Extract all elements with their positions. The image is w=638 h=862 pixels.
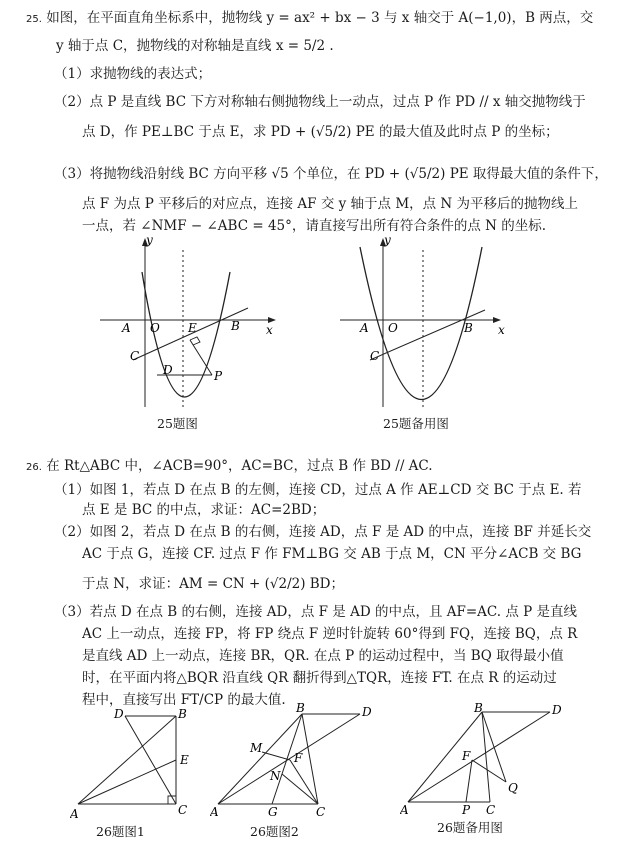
fig25b-label-A: A [360, 321, 369, 335]
fig25b-label-B: B [464, 321, 473, 335]
fig25-label-P: P [214, 369, 223, 383]
q26-spare-figure-caption: 26题备用图 [437, 820, 503, 835]
fig26b-label-N: N [270, 769, 281, 783]
fig25-label-D: D [163, 363, 173, 377]
q25-part2-line-2: 点 D，作 PE⊥BC 于点 E，求 PD + (√5/2) PE 的最大值及此时点 P 的坐标； [82, 124, 559, 140]
q26-stem-line [26, 456, 433, 478]
fig26b-label-B: B [296, 701, 305, 715]
fig25b-label-y: y [384, 233, 391, 247]
fig26c-label-P: P [462, 803, 471, 817]
fig26c-label-Q: Q [508, 781, 518, 795]
fig25-label-y: y [146, 233, 153, 247]
fig26b-label-M: M [250, 741, 263, 755]
q26-part1-line-1: （1）如图 1，若点 D 在点 B 的左侧，连接 CD，过点 A 作 AE⊥CD 交 BC 于点 E. 若 [54, 482, 582, 498]
q25-stem-2: y 轴于点 C，抛物线的对称轴是直线 x = 5/2 . [56, 38, 334, 54]
fig26b-label-F: F [294, 751, 303, 765]
q26-part3-line-1: （3）若点 D 在点 B 的右侧，连接 AD，点 F 是 AD 的中点，且 AF=AC. 点 P 是直线 [54, 604, 578, 620]
fig26c-label-C: C [486, 803, 496, 817]
fig25-label-E: E [188, 321, 197, 335]
fig26a-label-E: E [180, 753, 189, 767]
q26-number: 26. [26, 462, 42, 473]
fig26a-label-D: D [114, 707, 124, 721]
q25-number: 25. [26, 14, 42, 25]
fig25b-label-C: C [370, 349, 380, 363]
q26-spare-figure [400, 700, 570, 818]
fig26b-label-G: G [268, 805, 278, 818]
fig26b-label-A: A [210, 805, 219, 818]
q25-part3-line-2: 点 F 为点 P 平移后的对应点，连接 AF 交 y 轴于点 M，点 N 为平移后的抛物线上 [82, 196, 579, 212]
fig26b-label-C: C [316, 805, 326, 818]
q26-part3-line-5: 程中，直接写出 FT/CP 的最大值. [82, 692, 286, 708]
q26-stem: 在 Rt△ABC 中，∠ACB=90°，AC=BC，过点 B 作 BD // AC. [46, 458, 433, 474]
q26-part3-line-4: 时，在平面内将△BQR 沿直线 QR 翻折得到△TQR，连接 FT. 在点 R 的运动过 [82, 670, 557, 686]
fig26c-label-F: F [462, 749, 471, 763]
q26-figure-1 [70, 704, 200, 822]
fig26a-label-B: B [178, 707, 187, 721]
q25-figure [100, 232, 290, 412]
q26-figure-1-caption: 26题图1 [96, 824, 145, 839]
q25-part2-line-1: （2）点 P 是直线 BC 下方对称轴右侧抛物线上一动点，过点 P 作 PD // x 轴交抛物线于 [54, 94, 586, 110]
q25-spare-figure [340, 232, 530, 412]
q25-figure-caption: 25题图 [157, 416, 198, 431]
fig25-label-x: x [266, 323, 273, 337]
fig25b-label-O: O [388, 321, 398, 335]
q25-part3-line-3: 一点，若 ∠NMF − ∠ABC = 45°，请直接写出所有符合条件的点 N 的坐标. [82, 218, 547, 234]
fig26a-label-C: C [178, 803, 188, 817]
fig25-label-C: C [130, 349, 140, 363]
q25-part3-line-1: （3）将抛物线沿射线 BC 方向平移 √5 个单位，在 PD + (√5/2) PE 取得最大值的条件下， [54, 166, 608, 182]
q25-stem-line-1 [26, 8, 593, 30]
fig26c-label-D: D [552, 703, 562, 717]
q26-part2-line-1: （2）如图 2，若点 D 在点 B 的右侧，连接 AD，点 F 是 AD 的中点，连接 BF 并延长交 [54, 524, 592, 540]
fig25-label-A: A [122, 321, 131, 335]
q26-part3-line-3: 是直线 AD 上一动点，连接 BR，QR. 在点 P 的运动过程中，当 BQ 取得最小值 [82, 648, 564, 664]
q26-figure-2-caption: 26题图2 [250, 824, 299, 839]
q26-part1-line-2: 点 E 是 BC 的中点，求证：AC=2BD； [82, 502, 326, 518]
q26-part3-line-2: AC 上一动点，连接 FP，将 FP 绕点 F 逆时针旋转 60°得到 FQ，连接 BQ，点 R [82, 626, 578, 642]
q26-figure-2 [210, 700, 380, 818]
fig25-label-O: O [150, 321, 160, 335]
q26-part2-line-2: AC 于点 G，连接 CF. 过点 F 作 FM⊥BG 交 AB 于点 M，CN 平分∠ACB 交 BG [82, 546, 582, 562]
fig26a-label-A: A [70, 807, 79, 821]
fig25b-label-x: x [498, 323, 505, 337]
q25-part1: （1）求抛物线的表达式； [54, 66, 212, 82]
fig26c-label-B: B [474, 701, 483, 715]
fig25-label-B: B [231, 319, 240, 333]
q26-part2-line-3: 于点 N，求证：AM = CN + (√2/2) BD； [82, 576, 345, 592]
fig26b-label-D: D [362, 705, 372, 719]
q25-spare-figure-caption: 25题备用图 [383, 416, 449, 431]
q25-stem-1: 如图，在平面直角坐标系中，抛物线 y = ax² + bx − 3 与 x 轴交于 A(−1,0)，B 两点，交 [46, 10, 594, 26]
fig26c-label-A: A [400, 803, 409, 817]
